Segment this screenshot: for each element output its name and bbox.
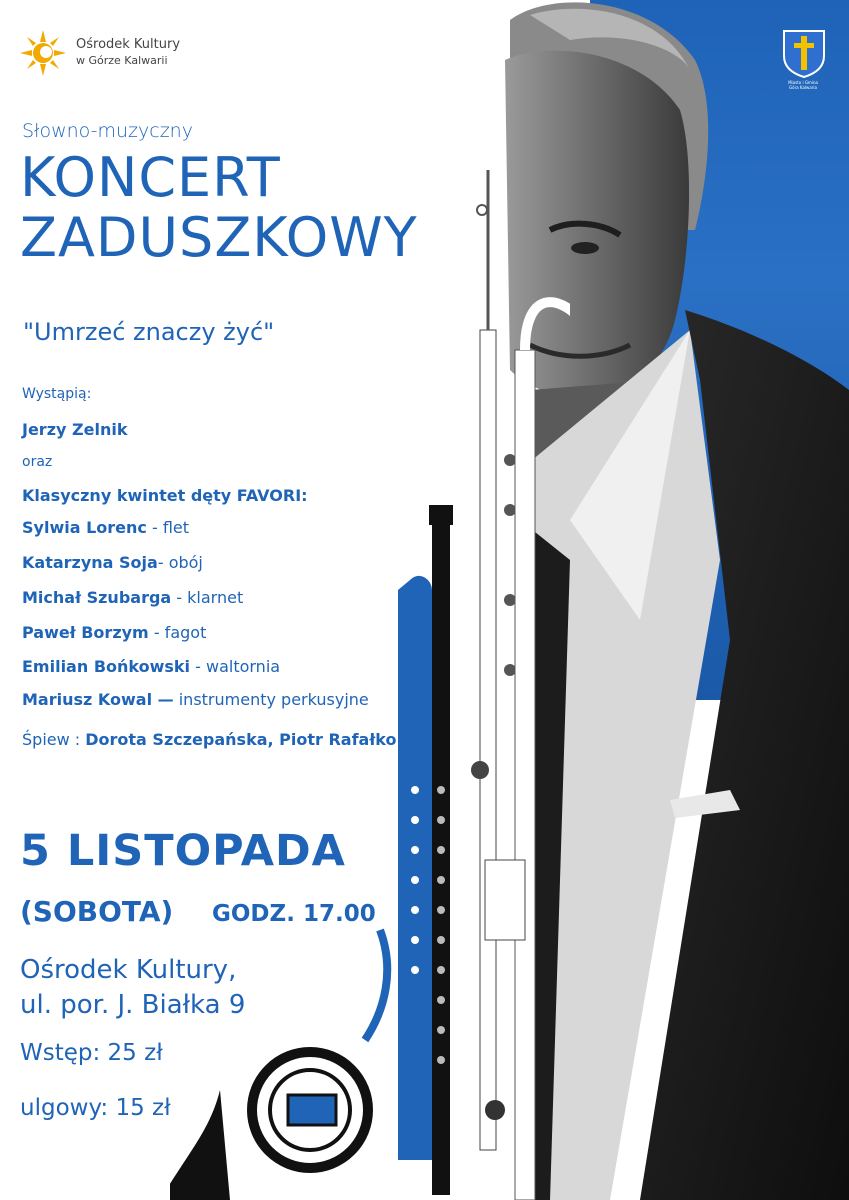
horn-bell xyxy=(170,1090,230,1200)
performers-and: oraz xyxy=(22,454,53,470)
performer-name: Michał Szubarga xyxy=(22,588,172,607)
performer-row xyxy=(22,657,280,676)
logo-line-2: w Górze Kalwarii xyxy=(76,54,168,67)
logo-line-1: Ośrodek Kultury xyxy=(76,37,181,52)
french-horn-icon xyxy=(252,930,387,1168)
performer-row xyxy=(22,690,369,709)
title-line-1: KONCERT xyxy=(20,146,281,209)
performer-row xyxy=(22,588,243,607)
ticket-price-reduced: ulgowy: 15 zł xyxy=(20,1095,171,1121)
concert-title xyxy=(20,148,418,268)
ticket-price: Wstęp: 25 zł xyxy=(20,1040,163,1066)
venue-name: Ośrodek Kultury, xyxy=(20,955,237,985)
event-day: (SOBOTA) xyxy=(20,895,174,928)
singers-names: Dorota Szczepańska, Piotr Rafałko xyxy=(85,730,397,749)
flute-icon xyxy=(398,576,432,1160)
performer-name: Katarzyna Soja xyxy=(22,553,158,572)
performer-name: Paweł Borzym xyxy=(22,623,149,642)
concert-subtitle: Słowno-muzyczny xyxy=(22,120,193,142)
crest-caption: Miasto i Gmina Góra Kalwaria xyxy=(788,80,818,90)
venue-address: ul. por. J. Białka 9 xyxy=(20,990,246,1020)
event-time: GODZ. 17.00 xyxy=(212,901,376,927)
performer-name: Sylwia Lorenc xyxy=(22,518,147,537)
concert-motto: "Umrzeć znaczy żyć" xyxy=(23,318,275,346)
performer-row xyxy=(22,623,206,642)
cultural-center-logo xyxy=(18,28,180,78)
performer-name: Emilian Bońkowski xyxy=(22,657,191,676)
performer-role: - fagot xyxy=(148,623,207,642)
performers-intro: Wystąpią: xyxy=(22,386,92,402)
performer-role: - klarnet xyxy=(171,588,244,607)
title-line-2: ZADUSZKOWY xyxy=(20,206,418,269)
performer-role: - waltornia xyxy=(190,657,281,676)
event-date: 5 LISTOPADA xyxy=(20,826,346,876)
sun-icon xyxy=(18,28,68,78)
performer-row xyxy=(22,553,203,572)
singing-label: Śpiew : xyxy=(22,730,86,749)
ensemble-name: Klasyczny kwintet dęty FAVORI: xyxy=(22,486,308,505)
singers-row xyxy=(22,730,396,749)
performer-role: instrumenty perkusyjne xyxy=(173,690,369,709)
performer-row xyxy=(22,518,189,537)
performer-role: - flet xyxy=(146,518,190,537)
main-performer: Jerzy Zelnik xyxy=(22,420,128,439)
bassoon-icon xyxy=(485,302,570,1200)
oboe-icon xyxy=(471,170,516,1150)
performer-role: - obój xyxy=(157,553,203,572)
coat-of-arms-icon xyxy=(781,28,827,78)
clarinet-icon xyxy=(429,505,453,1195)
performer-name: Mariusz Kowal — xyxy=(22,690,174,709)
